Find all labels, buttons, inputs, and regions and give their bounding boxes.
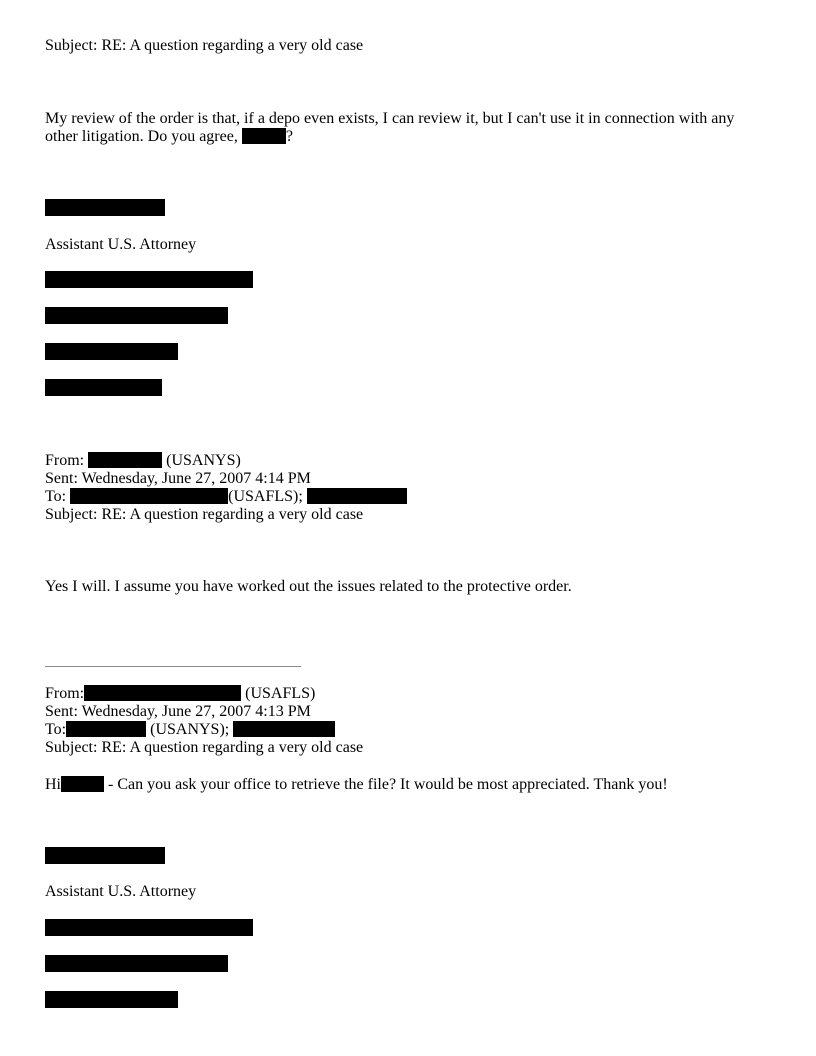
- redaction-block: [233, 721, 335, 737]
- redaction-block: [45, 199, 165, 216]
- email-body: Yes I will. I assume you have worked out the issues related to the protective order.: [45, 578, 572, 595]
- email-from: [45, 452, 241, 470]
- email-from: [45, 685, 315, 703]
- to-org: (USANYS);: [146, 721, 234, 738]
- redaction-block: [45, 271, 253, 288]
- email-sent: Sent: Wednesday, June 27, 2007 4:13 PM: [45, 703, 311, 720]
- to-org: (USAFLS);: [228, 488, 307, 505]
- greeting: Hi: [45, 776, 61, 793]
- to-label: To:: [45, 488, 71, 505]
- email-body-text: - Can you ask your office to retrieve the file? It would be most appreciated. Thank you!: [104, 776, 668, 793]
- redaction-block: [66, 721, 146, 737]
- signature-title: Assistant U.S. Attorney: [45, 883, 197, 900]
- email-subject: Subject: RE: A question regarding a very old case: [45, 739, 364, 756]
- redaction-block: [45, 343, 178, 360]
- to-label: To:: [45, 721, 67, 738]
- redaction-block: [70, 488, 228, 504]
- signature-title: Assistant U.S. Attorney: [45, 236, 197, 253]
- from-label: From:: [45, 452, 89, 469]
- redaction-block: [307, 488, 407, 504]
- email-body: [45, 776, 668, 794]
- email-to: [45, 721, 335, 739]
- redaction-block: [84, 685, 241, 701]
- email-sent: Sent: Wednesday, June 27, 2007 4:14 PM: [45, 470, 311, 487]
- from-org: (USANYS): [162, 452, 241, 469]
- message-body: [45, 110, 745, 146]
- message-body-text: My review of the order is that, if a depo even exists, I can review it, but I can't use it in connection with any other litigation. Do you agree,: [45, 110, 735, 145]
- redaction-block: [61, 776, 104, 792]
- redaction-block: [45, 847, 165, 864]
- redaction-block: [45, 379, 162, 396]
- subject-line: Subject: RE: A question regarding a very old case: [45, 37, 364, 54]
- redaction-block: [88, 452, 162, 468]
- redaction-block: [242, 128, 286, 144]
- redaction-block: [45, 991, 178, 1008]
- from-org: (USAFLS): [241, 685, 316, 702]
- from-label: From:: [45, 685, 85, 702]
- redaction-block: [45, 955, 228, 972]
- separator-line: [45, 666, 301, 667]
- email-to: [45, 488, 407, 506]
- email-subject: Subject: RE: A question regarding a very old case: [45, 506, 364, 523]
- redaction-block: [45, 919, 253, 936]
- message-body-end: ?: [285, 128, 293, 145]
- redaction-block: [45, 307, 228, 324]
